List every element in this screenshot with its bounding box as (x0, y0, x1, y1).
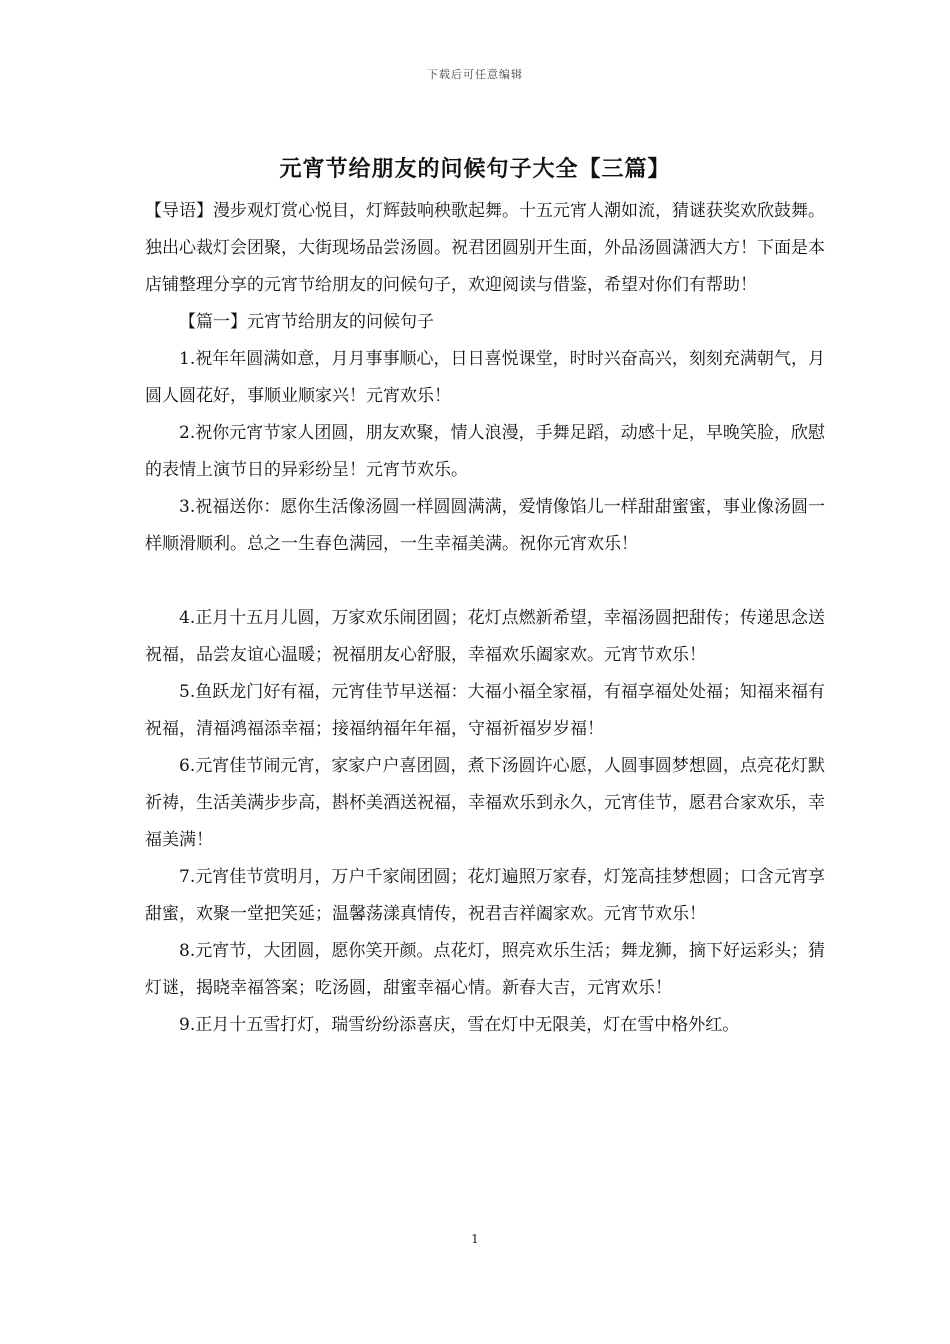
document-body (145, 193, 825, 1044)
section-heading: 【篇一】元宵节给朋友的问候句子 (179, 312, 434, 332)
list-item: 5.鱼跃龙门好有福，元宵佳节早送福：大福小福全家福，有福享福处处福；知福来福有祝福，清福鸿福添幸福；接福纳福年年福，守福祈福岁岁福！ (145, 682, 825, 739)
document-title: 元宵节给朋友的问候句子大全【三篇】 (279, 156, 671, 182)
header-note: 下载后可任意编辑 (427, 68, 523, 81)
list-item: 6.元宵佳节闹元宵，家家户户喜团圆，煮下汤圆许心愿，人圆事圆梦想圆，点亮花灯默祈祷，生活美满步步高，斟杯美酒送祝福，幸福欢乐到永久，元宵佳节，愿君合家欢乐，幸福美满！ (145, 756, 825, 850)
page-number: 1 (471, 1232, 479, 1246)
list-item: 9.正月十五雪打灯，瑞雪纷纷添喜庆，雪在灯中无限美，灯在雪中格外红。 (179, 1015, 740, 1035)
list-item: 3.祝福送你：愿你生活像汤圆一样圆圆满满，爱情像馅儿一样甜甜蜜蜜，事业像汤圆一样顺滑顺利。总之一生春色满园，一生幸福美满。祝你元宵欢乐！ (145, 497, 825, 554)
list-item: 7.元宵佳节赏明月，万户千家闹团圆；花灯遍照万家春，灯笼高挂梦想圆；口含元宵享甜蜜，欢聚一堂把笑延；温馨荡漾真情传，祝君吉祥阖家欢。元宵节欢乐！ (145, 867, 825, 924)
list-item: 1.祝年年圆满如意，月月事事顺心，日日喜悦课堂，时时兴奋高兴，刻刻充满朝气，月圆人圆花好，事顺业顺家兴！元宵欢乐！ (145, 349, 825, 406)
list-item: 4.正月十五月儿圆，万家欢乐闹团圆；花灯点燃新希望，幸福汤圆把甜传；传递思念送祝福，品尝友谊心温暖；祝福朋友心舒服，幸福欢乐阖家欢。元宵节欢乐！ (145, 608, 825, 665)
list-item: 2.祝你元宵节家人团圆，朋友欢聚，情人浪漫，手舞足蹈，动感十足，早晚笑脸，欣慰的表情上演节日的异彩纷呈！元宵节欢乐。 (145, 423, 825, 480)
list-item: 8.元宵节，大团圆，愿你笑开颜。点花灯，照亮欢乐生活；舞龙狮，摘下好运彩头；猜灯谜，揭晓幸福答案；吃汤圆，甜蜜幸福心情。新春大吉，元宵欢乐！ (145, 941, 825, 998)
blank-line (145, 563, 825, 600)
intro-paragraph: 【导语】漫步观灯赏心悦目，灯辉鼓响秧歌起舞。十五元宵人潮如流，猜谜获奖欢欣鼓舞。独出心裁灯会团聚，大街现场品尝汤圆。祝君团圆别开生面，外品汤圆潇洒大方！下面是本店铺整理分享的元宵节给朋友的问候句子，欢迎阅读与借鉴，希望对你们有帮助！ (145, 201, 825, 295)
